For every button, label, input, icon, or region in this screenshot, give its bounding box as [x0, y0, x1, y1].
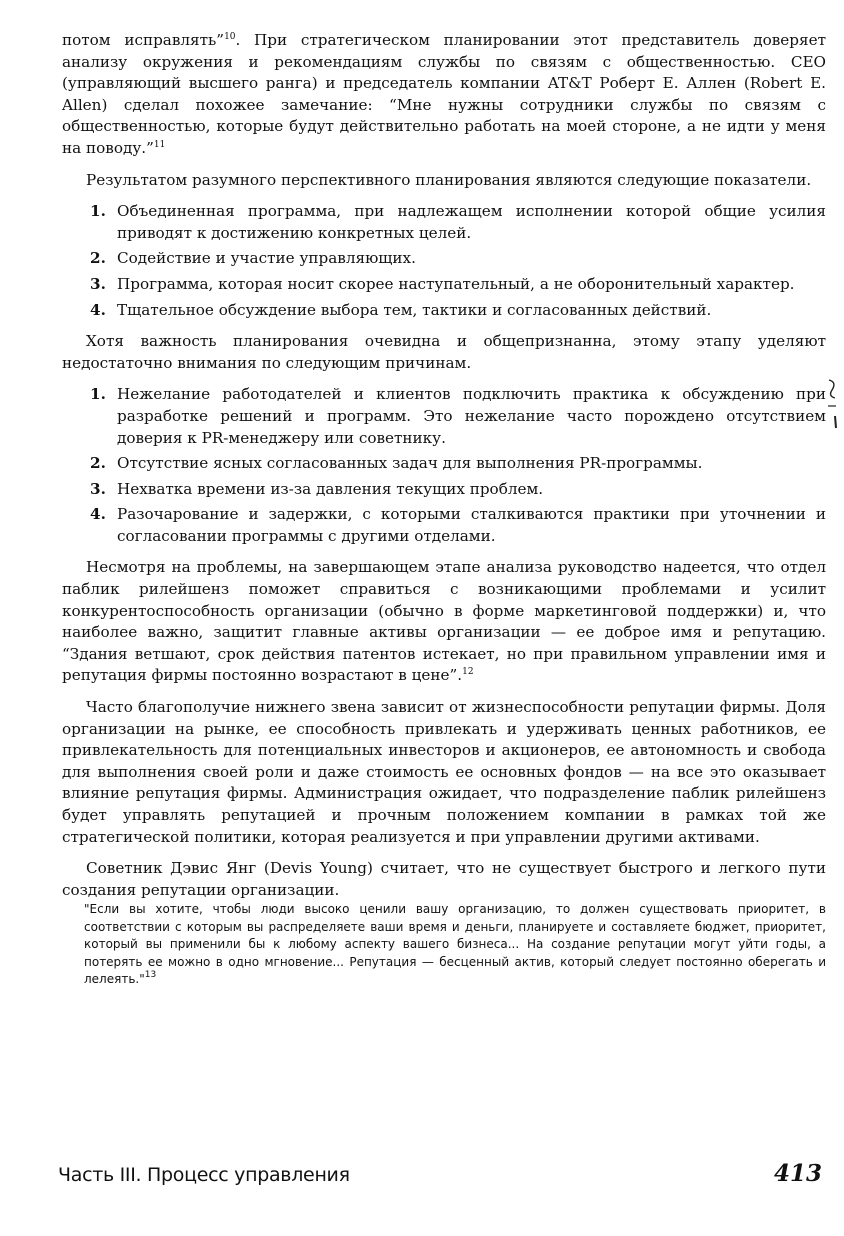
results-list	[62, 201, 826, 321]
block-quote	[62, 901, 826, 988]
list-item-number: 2.	[90, 454, 106, 473]
list-item	[62, 504, 826, 547]
list-item-text: Объединенная программа, при надлежащем исполнении которой общие усилия приводят к достижению конкретных целей.	[117, 202, 826, 242]
paragraph-1-tail: . При стратегическом планировании этот представитель доверяет анализу окружения и рекомендациям службы по связям с общественностью. CEO (управляющий высшего ранга) и председатель компании AT&T Роберт Е. Аллен (Robert E. Allen) сделал похожее замечание: “Мне нужны сотрудники службы по связям с общественностью, которые будут действительно работать на моей стороне, а не идти у меня на поводу.”	[62, 31, 826, 157]
paragraph-4-text: Несмотря на проблемы, на завершающем этапе анализа руководство надеется, что отдел паблик рилейшенз поможет справиться с возникающими проблемами и усилит конкурентоспособность организации (обычно в форме маркетинговой поддержки) и, что наиболее важно, защитит главные активы организации — ее доброе имя и репутацию. “Здания ветшают, срок действия патентов истекает, но при правильном управлении имя и репутация фирмы постоянно возрастают в цене”.	[62, 558, 826, 685]
list-item	[62, 300, 826, 322]
list-item-number: 4.	[90, 300, 106, 319]
list-item	[62, 479, 826, 501]
chapter-title: Часть III. Процесс управления	[58, 1164, 350, 1186]
list-item-number: 1.	[90, 202, 106, 221]
page-footer	[58, 1160, 822, 1187]
paragraph-3: Хотя важность планирования очевидна и общепризнанна, этому этапу уделяют недостаточно внимания по следующим причинам.	[62, 332, 826, 372]
list-item-number: 2.	[90, 249, 106, 268]
footnote-ref-10: 10	[224, 32, 236, 42]
margin-scribble-mark	[826, 376, 840, 436]
list-item-number: 4.	[90, 505, 106, 524]
page-number: 413	[773, 1160, 822, 1187]
list-item-text: Нежелание работодателей и клиентов подключить практика к обсуждению при разработке решений и программ. Это нежелание часто порождено отсутствием доверия к PR-менеджеру или советнику.	[117, 385, 826, 447]
paragraph-2: Результатом разумного перспективного планирования являются следующие показатели.	[86, 170, 812, 189]
list-item	[62, 201, 826, 244]
list-item-text: Программа, которая носит скорее наступательный, а не оборонительный характер.	[117, 274, 795, 293]
paragraph-6: Советник Дэвис Янг (Devis Young) считает, что не существует быстрого и легкого пути создания репутации организации.	[62, 859, 826, 899]
list-item	[62, 384, 826, 449]
list-item	[62, 248, 826, 270]
footnote-ref-12: 12	[462, 667, 474, 678]
paragraph-1	[62, 30, 826, 160]
reasons-list	[62, 384, 826, 547]
paragraph-5: Часто благополучие нижнего звена зависит от жизнеспособности репутации фирмы. Доля организации на рынке, ее способность привлекать и удерживать ценных работников, ее привлекательность для потенциальных инвесторов и акционеров, ее автономность и свобода для выполнения своей роли и даже стоимость ее основных фондов — на все это оказывает влияние репутация фирмы. Администрация ожидает, что подразделение паблик рилейшенз будет управлять репутацией и прочным положением компании в рамках той же стратегической политики, которая реализуется и при управлении другими активами.	[62, 698, 826, 846]
footnote-ref-13: 13	[144, 970, 157, 980]
list-item-number: 3.	[90, 479, 106, 498]
list-item-text: Отсутствие ясных согласованных задач для выполнения PR-программы.	[117, 454, 703, 473]
list-item	[62, 274, 826, 296]
list-item-number: 3.	[90, 274, 106, 293]
list-item-text: Разочарование и задержки, с которыми сталкиваются практики при уточнении и согласовании программы с другими отделами.	[117, 505, 826, 545]
list-item-text: Нехватка времени из-за давления текущих проблем.	[117, 479, 544, 498]
page-body	[62, 30, 826, 988]
paragraph-1-lead: потом исправлять”	[62, 31, 225, 49]
list-item-text: Тщательное обсуждение выбора тем, тактики и согласованных действий.	[117, 300, 712, 319]
paragraph-4	[62, 557, 826, 687]
list-item	[62, 453, 826, 475]
list-item-number: 1.	[90, 385, 106, 404]
block-quote-text: "Если вы хотите, чтобы люди высоко ценили вашу организацию, то должен существовать приоритет, в соответствии с которым вы распределяете ваши время и деньги, планируете и составляете бюджет, приоритет, который вы применили бы к любому аспекту вашего бизнеса... На создание репутации могут уйти годы, а потерять ее можно в одно мгновение... Репутация — бесценный актив, который следует постоянно оберегать и лелеять."	[84, 902, 826, 986]
list-item-text: Содействие и участие управляющих.	[117, 249, 416, 268]
footnote-ref-11: 11	[153, 139, 166, 150]
